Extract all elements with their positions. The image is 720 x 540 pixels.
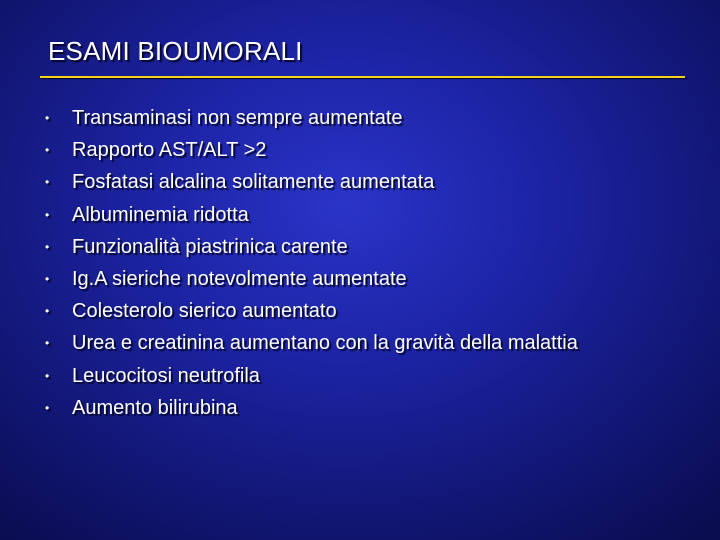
title-underline <box>40 76 685 78</box>
bullet-text: Aumento bilirubina <box>72 396 238 419</box>
bullet-icon: • <box>45 207 50 222</box>
bullet-icon: • <box>45 304 50 319</box>
bullet-text: Leucocitosi neutrofila <box>72 364 260 387</box>
bullet-text: Transaminasi non sempre aumentate <box>72 107 403 129</box>
bullet-icon: • <box>45 271 50 286</box>
bullet-icon: • <box>45 111 50 125</box>
bullet-text: Funzionalità piastrinica carente <box>72 235 348 258</box>
bullet-icon: • <box>45 368 50 383</box>
bullet-text: Fosfatasi alcalina solitamente aumentata <box>72 171 435 194</box>
bullet-icon: • <box>45 239 50 254</box>
bullet-text: Urea e creatinina aumentano con la gravità della malattia <box>72 332 578 355</box>
bullet-icon: • <box>45 143 50 158</box>
bullet-text: Ig.A sieriche notevolmente aumentate <box>72 267 407 290</box>
slide-title: ESAMI BIOUMORALI <box>48 36 303 66</box>
bullet-icon: • <box>45 400 50 415</box>
bullet-icon: • <box>45 175 50 190</box>
bullet-text: Colesterolo sierico aumentato <box>72 300 337 323</box>
bullet-text: Rapporto AST/ALT >2 <box>72 139 267 162</box>
bullet-icon: • <box>45 336 50 351</box>
bullet-text: Albuminemia ridotta <box>72 203 249 226</box>
